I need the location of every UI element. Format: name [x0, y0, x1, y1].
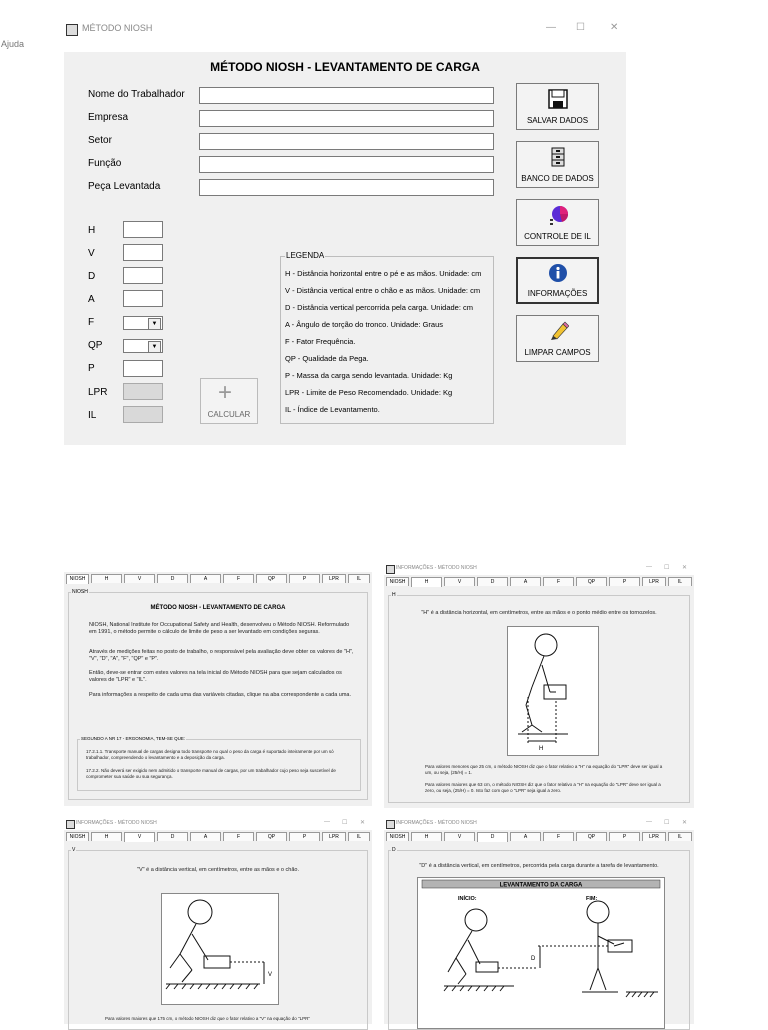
legend-item: H - Distância horizontal entre o pé e as mãos. Unidade: cm: [285, 269, 482, 278]
h-dimension-label: H: [539, 746, 544, 752]
tab-h[interactable]: H: [411, 832, 442, 841]
tab-d[interactable]: D: [477, 577, 508, 586]
qp-select[interactable]: [123, 339, 163, 353]
h-note: Para valores menores que 25 cm, o método NIOSH diz que o fator relativo a "H" na equação do "LPR" deve ser igual a um, ou seja, (25/H) = 1.: [425, 764, 663, 775]
var-label-v: V: [88, 248, 95, 259]
niosh-paragraph: Através de medições feitas no posto de trabalho, o responsável pela avaliação deve obter os valores de "H", "V", "D", "A", "F", "QP" e "P".: [89, 649, 354, 662]
app-icon: [66, 820, 75, 829]
file-cabinet-icon: [551, 147, 565, 167]
tab-f[interactable]: F: [223, 832, 254, 841]
legend-item: LPR - Limite de Peso Recomendado. Unidade: Kg: [285, 388, 453, 397]
niosh-paragraph: Para informações a respeito de cada uma das variáveis citadas, clique na aba correspondente a cada uma.: [89, 692, 352, 698]
floppy-disk-icon: [548, 89, 568, 109]
var-label-qp: QP: [88, 340, 103, 351]
informacoes-button[interactable]: INFORMAÇÕES: [516, 257, 599, 304]
tab-strip: [386, 577, 692, 587]
minimize-icon[interactable]: —: [646, 564, 652, 570]
calcular-button[interactable]: + CALCULAR: [200, 378, 258, 424]
window-title: INFORMAÇÕES - MÉTODO NIOSH: [396, 565, 477, 571]
tab-v[interactable]: V: [124, 832, 155, 842]
nr17-group: SEGUNDO A NR 17 - ERGONOMIA, TEM-SE QUE: 17.2.1.1. Transporte manual de cargas designa todo transporte no qual o peso da carga é suportado inteiramente por um só trabalhador, compreendendo o levantamento e a deposição da carga. 17.2.2. Não deverá ser exigido nem admitido o transporte manual de cargas, por um trabalhador cujo peso seja suscetível de comprometer sua saúde ou sua segurança.: [77, 739, 361, 791]
title-bar: [384, 818, 694, 830]
legend-item: QP - Qualidade da Pega.: [285, 354, 369, 363]
il-output: [123, 406, 163, 423]
d-start-label: INÍCIO:: [458, 896, 477, 902]
v-distance-diagram: [161, 893, 279, 1005]
limpar-campos-button[interactable]: LIMPAR CAMPOS: [516, 315, 599, 362]
var-label-p: P: [88, 363, 95, 374]
nr17-item: 17.2.1.1. Transporte manual de cargas designa todo transporte no qual o peso da carga é suportado inteiramente por um só trabalhador, compreendendo o levantamento e a deposição da carga.: [86, 749, 334, 760]
maximize-icon[interactable]: ☐: [576, 22, 585, 33]
maximize-icon[interactable]: ☐: [664, 820, 670, 826]
minimize-icon[interactable]: —: [646, 819, 652, 825]
tab-strip: [66, 832, 370, 842]
tab-lpr[interactable]: LPR: [322, 574, 346, 583]
field-label-peca: Peça Levantada: [88, 181, 161, 192]
tab-a[interactable]: A: [510, 577, 541, 586]
controle-de-il-button[interactable]: CONTROLE DE IL: [516, 199, 599, 246]
legend-item: F - Fator Frequência.: [285, 337, 356, 346]
pencil-eraser-icon: [549, 320, 569, 340]
tab-qp[interactable]: QP: [256, 832, 287, 841]
tab-v[interactable]: V: [444, 832, 475, 841]
page-title: MÉTODO NIOSH - LEVANTAMENTO DE CARGA: [210, 60, 480, 74]
maximize-icon[interactable]: ☐: [342, 820, 348, 826]
tab-h[interactable]: H: [91, 832, 122, 841]
legend-item: P - Massa da carga sendo levantada. Unidade: Kg: [285, 371, 453, 380]
tab-qp[interactable]: QP: [576, 832, 607, 841]
title-bar: [64, 20, 626, 38]
v-input[interactable]: [123, 244, 163, 261]
tab-d[interactable]: D: [477, 832, 508, 842]
d-group: D "D" é a distância vertical, em centímetros, percorrida pela carga durante a tarefa de levantamento. LEVANTAMENTO DA CARGA INÍCIO: FIM: D: [388, 850, 690, 1030]
nr17-item: 17.2.2. Não deverá ser exigido nem admitido o transporte manual de cargas, por um trabalhador cujo peso seja suscetível de comprometer sua saúde ou sua segurança.: [86, 768, 336, 779]
tab-f[interactable]: F: [543, 832, 574, 841]
tab-d[interactable]: D: [157, 832, 188, 841]
d-end-label: FIM:: [586, 896, 598, 902]
var-label-il: IL: [88, 410, 97, 421]
title-bar: [64, 818, 372, 830]
app-icon: [386, 565, 395, 574]
info-window-h: [384, 563, 694, 808]
tab-il[interactable]: IL: [668, 832, 692, 841]
info-window-d: [384, 818, 694, 1024]
niosh-group: NIOSH MÉTODO NIOSH - LEVANTAMENTO DE CARGA NIOSH, National Institute for Occupational Safety and Health, desenvolveu o Método NIOSH. Reformulado em 1991, o método permite o cálculo de limite de peso a ser levantado em condições seguras. Através de medições feitas no posto de trabalho, o responsável pela avaliação deve obter os valores de "H", "V", "D", "A", "F", "QP" e "P". Então, deve-se entrar com estes valores na tela inicial do Método NIOSH para que sejam calculados os valores de "LPR" e "IL". Para informações a respeito de cada uma das variáveis citadas, clique na aba correspondente a cada uma. SEGUNDO A NR 17 - ERGONOMIA, TEM-SE QUE: 17.2.1.1. Transporte manual de cargas designa todo transporte no qual o peso da carga é suportado inteiramente por um só trabalhador, compreendendo o levantamento e a deposição da carga. 17.2.2. Não deverá ser exigido nem admitido o transporte manual de cargas, por um trabalhador cujo peso seja suscetível de comprometer sua saúde ou sua segurança.: [68, 592, 368, 800]
legend-title: LEGENDA: [286, 251, 325, 260]
field-label-setor: Setor: [88, 135, 112, 146]
tab-h[interactable]: H: [91, 574, 122, 583]
var-label-h: H: [88, 225, 96, 236]
h-note: Para valores maiores que 63 cm, o método NIOSH diz que o fator relativo a "H" na equação do "LPR" deve ser igual a zero, ou seja, (25/H) = 0. Isto faz com que o "LPR" seja igual a zero.: [425, 782, 661, 793]
empresa-field[interactable]: [199, 110, 494, 127]
p-input[interactable]: [123, 360, 163, 377]
tab-p[interactable]: P: [289, 574, 320, 583]
close-icon[interactable]: ✕: [682, 820, 688, 826]
peca-field[interactable]: [199, 179, 494, 196]
tab-qp[interactable]: QP: [256, 574, 287, 583]
tab-f[interactable]: F: [223, 574, 254, 583]
h-distance-diagram: [507, 626, 599, 756]
chevron-down-icon: ▼: [148, 318, 161, 330]
close-icon[interactable]: ✕: [610, 22, 619, 33]
var-label-lpr: LPR: [88, 387, 108, 398]
niosh-paragraph: Então, deve-se entrar com estes valores na tela inicial do Método NIOSH para que sejam calculados os valores de "LPR" e "IL".: [89, 670, 342, 683]
tab-il[interactable]: IL: [348, 574, 370, 583]
chevron-down-icon: ▼: [148, 341, 161, 353]
tab-niosh[interactable]: NIOSH: [66, 574, 89, 584]
tab-il[interactable]: IL: [668, 577, 692, 586]
legend-item: IL - Índice de Levantamento.: [285, 405, 380, 414]
window-title: MÉTODO NIOSH: [82, 23, 153, 33]
tab-d[interactable]: D: [157, 574, 188, 583]
menu-bar: [0, 38, 690, 52]
v-dimension-label: V: [268, 972, 273, 978]
close-icon[interactable]: ✕: [682, 565, 688, 571]
funcao-field[interactable]: [199, 156, 494, 173]
tab-strip: [66, 574, 370, 584]
tab-lpr[interactable]: LPR: [642, 577, 666, 586]
h-input[interactable]: [123, 221, 163, 238]
tab-strip: [386, 832, 692, 842]
lpr-output: [123, 383, 163, 400]
tab-lpr[interactable]: LPR: [642, 832, 666, 841]
legend-item: D - Distância vertical percorrida pela carga. Unidade: cm: [285, 303, 473, 312]
minimize-icon[interactable]: —: [324, 819, 330, 825]
close-icon[interactable]: ✕: [360, 820, 366, 826]
info-window-v: [64, 818, 372, 1024]
field-label-empresa: Empresa: [88, 112, 129, 123]
menu-ajuda[interactable]: Ajuda: [1, 39, 25, 49]
h-intro: "H" é a distância horizontal, em centímetros, entre as mãos e o ponto médio entre os tornozelos.: [421, 610, 657, 616]
tab-v[interactable]: V: [124, 574, 155, 583]
d-intro: "D" é a distância vertical, em centímetros, percorrida pela carga durante a tarefa de levantamento.: [419, 863, 659, 869]
nome-field[interactable]: [199, 87, 494, 104]
d-input[interactable]: [123, 267, 163, 284]
tab-a[interactable]: A: [190, 832, 221, 841]
tab-p[interactable]: P: [609, 832, 640, 841]
window-title: INFORMAÇÕES - MÉTODO NIOSH: [76, 820, 157, 826]
pie-chart-icon: [548, 204, 570, 226]
v-group: V "V" é a distância vertical, em centímetros, entre as mãos e o chão. V Para valores maiores que 175 cm, o método NIOSH diz que o fator relativo a "V" na equação do "LPR": [68, 850, 368, 1030]
plus-icon: +: [218, 379, 233, 406]
banco-de-dados-button[interactable]: BANCO DE DADOS: [516, 141, 599, 188]
tab-niosh[interactable]: NIOSH: [386, 832, 409, 841]
info-icon: [548, 263, 568, 283]
app-icon: [386, 820, 395, 829]
var-label-a: A: [88, 294, 95, 305]
tab-f[interactable]: F: [543, 577, 574, 586]
legend-box: [280, 251, 494, 424]
main-window: [1, 20, 626, 445]
tab-p[interactable]: P: [289, 832, 320, 841]
a-input[interactable]: [123, 290, 163, 307]
tab-a[interactable]: A: [510, 832, 541, 841]
app-icon: [66, 24, 78, 36]
maximize-icon[interactable]: ☐: [664, 565, 670, 571]
tab-niosh[interactable]: NIOSH: [66, 832, 89, 841]
tab-qp[interactable]: QP: [576, 577, 607, 586]
d-distance-diagram: [417, 877, 665, 1029]
salvar-dados-button[interactable]: SALVAR DADOS: [516, 83, 599, 130]
v-intro: "V" é a distância vertical, em centímetros, entre as mãos e o chão.: [137, 867, 299, 873]
tab-niosh[interactable]: NIOSH: [386, 577, 409, 586]
legend-item: A - Ângulo de torção do tronco. Unidade: Graus: [285, 320, 444, 329]
window-title: INFORMAÇÕES - MÉTODO NIOSH: [396, 820, 477, 826]
niosh-paragraph: NIOSH, National Institute for Occupational Safety and Health, desenvolveu o Método NIOSH. Reformulado em 1991, o método permite o cálculo de limite de peso a ser levantado em condições seguras.: [89, 622, 350, 635]
niosh-heading: MÉTODO NIOSH - LEVANTAMENTO DE CARGA: [150, 605, 286, 611]
f-select[interactable]: [123, 316, 163, 330]
title-bar: [384, 563, 694, 575]
tab-il[interactable]: IL: [348, 832, 370, 841]
v-note: Para valores maiores que 175 cm, o método NIOSH diz que o fator relativo a "V" na equação do "LPR": [105, 1016, 310, 1021]
tab-h[interactable]: H: [411, 577, 442, 587]
minimize-icon[interactable]: —: [546, 22, 556, 33]
var-label-f: F: [88, 317, 95, 328]
tab-v[interactable]: V: [444, 577, 475, 586]
h-group: H "H" é a distância horizontal, em centímetros, entre as mãos e o ponto médio entre os tornozelos. H Para valores menores que 25 cm, o método NIOSH diz que o fator relativo a "H" na equação do "LPR" deve ser igual a um, ou seja, (25/H) = 1. Para valores maiores que 63 cm, o método NIOSH diz que o fator relativo a "H" na equação do "LPR" deve ser igual a zero, ou seja, (25/H) = 0. Isto faz com que o "LPR" seja igual a zero.: [388, 595, 690, 803]
legend-item: V - Distância vertical entre o chão e as mãos. Unidade: cm: [285, 286, 481, 295]
field-label-funcao: Função: [88, 158, 122, 169]
tab-a[interactable]: A: [190, 574, 221, 583]
d-banner: LEVANTAMENTO DA CARGA: [499, 882, 583, 889]
field-label-nome: Nome do Trabalhador: [88, 89, 185, 100]
d-dimension-label: D: [531, 956, 536, 962]
setor-field[interactable]: [199, 133, 494, 150]
var-label-d: D: [88, 271, 96, 282]
info-window-niosh: [64, 572, 372, 806]
tab-lpr[interactable]: LPR: [322, 832, 346, 841]
tab-p[interactable]: P: [609, 577, 640, 586]
